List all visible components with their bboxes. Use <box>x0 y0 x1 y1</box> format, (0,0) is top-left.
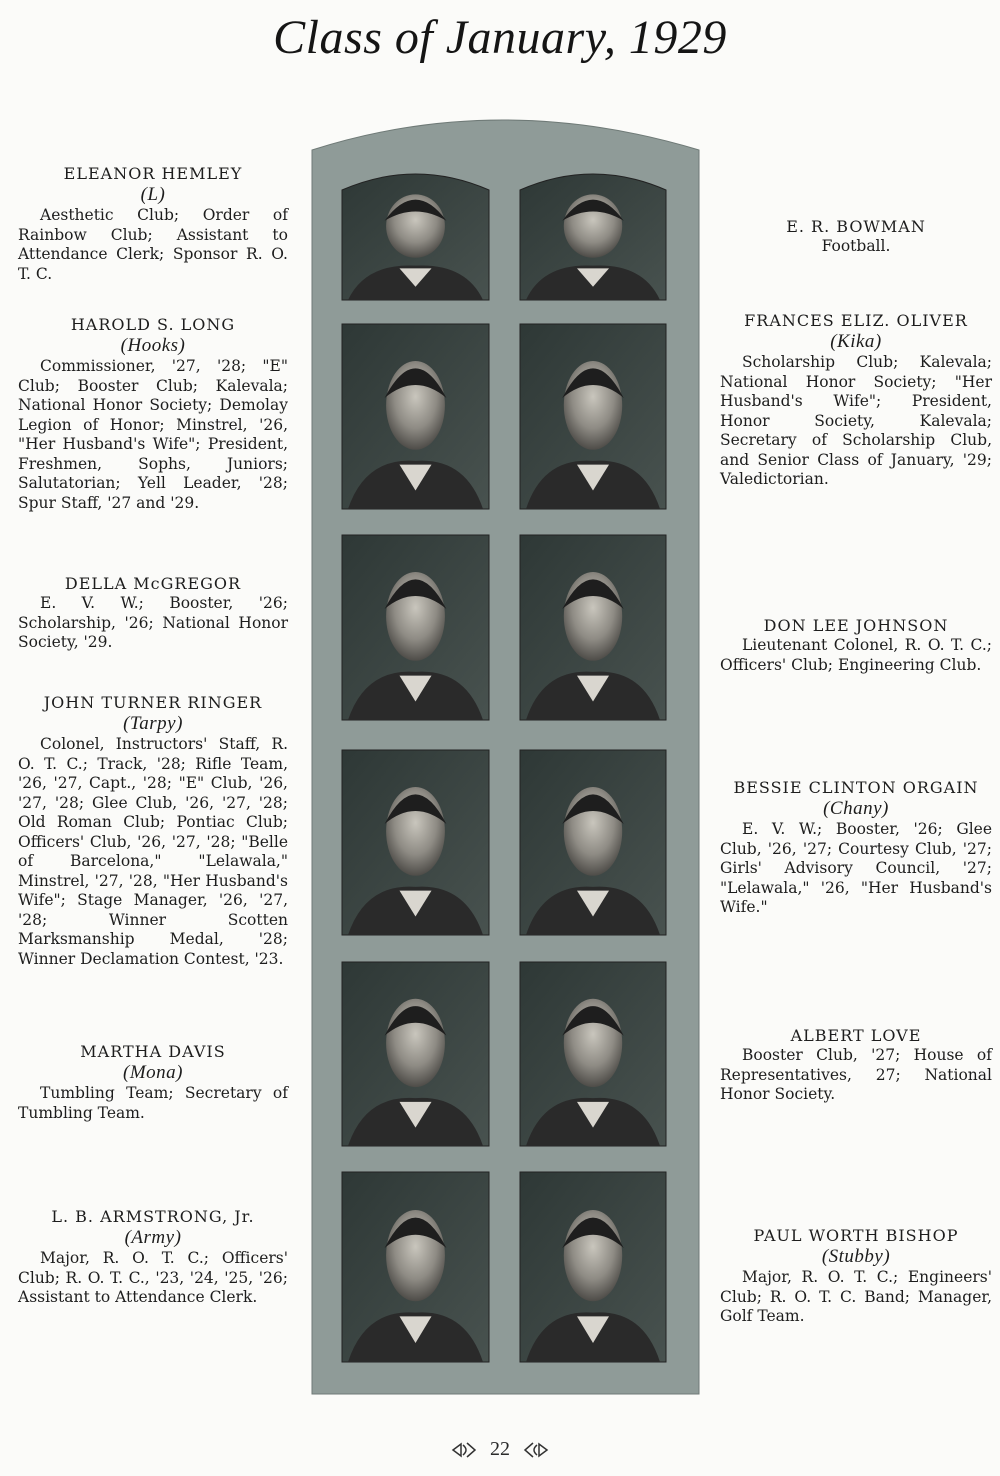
portrait-photo-row2-left <box>342 324 489 509</box>
student-nickname: (Chany) <box>823 798 889 819</box>
student-name: BESSIE CLINTON ORGAIN <box>733 778 979 797</box>
portrait-photo-row3-right <box>520 535 666 720</box>
student-name: DELLA McGREGOR <box>64 574 242 593</box>
student-name: DON LEE JOHNSON <box>763 616 949 635</box>
student-name: JOHN TURNER RINGER <box>43 693 263 712</box>
student-activities: Scholarship Club; Kalevala; National Honor Society; "Her Husband's Wife"; President, Honor Society, Kalevala; Secretary of Scholarship Club, and Senior Class of January, '29; Valedictorian. <box>720 353 992 488</box>
page-number: 22 <box>490 1438 510 1460</box>
portrait-photo-row4-right <box>520 750 666 935</box>
student-activities: Aesthetic Club; Order of Rainbow Club; Assistant to Attendance Clerk; Sponsor R. O. T. C. <box>18 206 288 283</box>
student-name: PAUL WORTH BISHOP <box>753 1226 959 1245</box>
student-activities: Booster Club, '27; House of Representatives, 27; National Honor Society. <box>720 1046 992 1103</box>
student-nickname: (Tarpy) <box>123 713 183 734</box>
ornament-left-icon <box>451 1441 477 1459</box>
student-name: MARTHA DAVIS <box>80 1042 226 1061</box>
student-activities: Major, R. O. T. C.; Officers' Club; R. O. T. C., '23, '24, '25, '26; Assistant to Attendance Clerk. <box>18 1249 288 1306</box>
portrait-photo-row6-left <box>342 1172 489 1362</box>
student-name: HAROLD S. LONG <box>70 315 236 334</box>
student-nickname: (Mona) <box>123 1062 183 1083</box>
portrait-photo-row1-right <box>520 174 666 300</box>
student-name: L. B. ARMSTRONG, Jr. <box>51 1207 255 1226</box>
portrait-photo-row5-left <box>342 962 489 1146</box>
portrait-photo-row4-left <box>342 750 489 935</box>
page-footer <box>0 1438 1000 1461</box>
student-nickname: (Stubby) <box>821 1246 891 1267</box>
student-activities: E. V. W.; Booster, '26; Glee Club, '26, '27; Courtesy Club, '27; Girls' Advisory Council, '27; "Lelawala," '26, "Her Husband's Wife." <box>720 820 992 916</box>
student-activities: Tumbling Team; Secretary of Tumbling Team. <box>18 1084 288 1122</box>
student-activities: Commissioner, '27, '28; "E" Club; Booster Club; Kalevala; National Honor Society; Demolay Legion of Honor; Minstrel, '26, "Her Husband's Wife"; President, Freshmen, Sophs, Juniors; Salutatorian; Yell Leader, '28; Spur Staff, '27 and '29. <box>18 357 288 512</box>
student-activities: Colonel, Instructors' Staff, R. O. T. C.; Track, '28; Rifle Team, '26, '27, Capt., '28; "E" Club, '26, '27, '28; Glee Club, '26, '27, '28; Old Roman Club; Pontiac Club; Officers' Club, '26, '27, '28; "Belle of Barcelona," "Lelawala," Minstrel, '27, '28, "Her Husband's Wife"; Stage Manager, '26, '27, '28; Winner Scotten Marksmanship Medal, '28; Winner Declamation Contest, '23. <box>18 735 288 968</box>
student-activities: Major, R. O. T. C.; Engineers' Club; R. O. T. C. Band; Manager, Golf Team. <box>720 1268 992 1325</box>
student-name: E. R. BOWMAN <box>786 217 926 236</box>
student-activities: E. V. W.; Booster, '26; Scholarship, '26; National Honor Society, '29. <box>18 594 288 651</box>
student-nickname: (Hooks) <box>120 335 186 356</box>
student-nickname: (Kika) <box>830 331 882 352</box>
portrait-photo-row6-right <box>520 1172 666 1362</box>
portrait-photo-row5-right <box>520 962 666 1146</box>
portrait-photo-row1-left <box>342 174 489 300</box>
student-name: ALBERT LOVE <box>790 1026 922 1045</box>
student-activities: Football. <box>821 237 891 255</box>
student-nickname: (Army) <box>124 1227 182 1248</box>
ornament-right-icon <box>523 1441 549 1459</box>
student-activities: Lieutenant Colonel, R. O. T. C.; Officers' Club; Engineering Club. <box>720 636 992 674</box>
portrait-photo-row2-right <box>520 324 666 509</box>
portrait-photo-row3-left <box>342 535 489 720</box>
page-title: Class of January, 1929 <box>273 11 727 64</box>
student-name: ELEANOR HEMLEY <box>63 164 243 183</box>
student-name: FRANCES ELIZ. OLIVER <box>744 311 968 330</box>
student-nickname: (L) <box>140 184 166 205</box>
